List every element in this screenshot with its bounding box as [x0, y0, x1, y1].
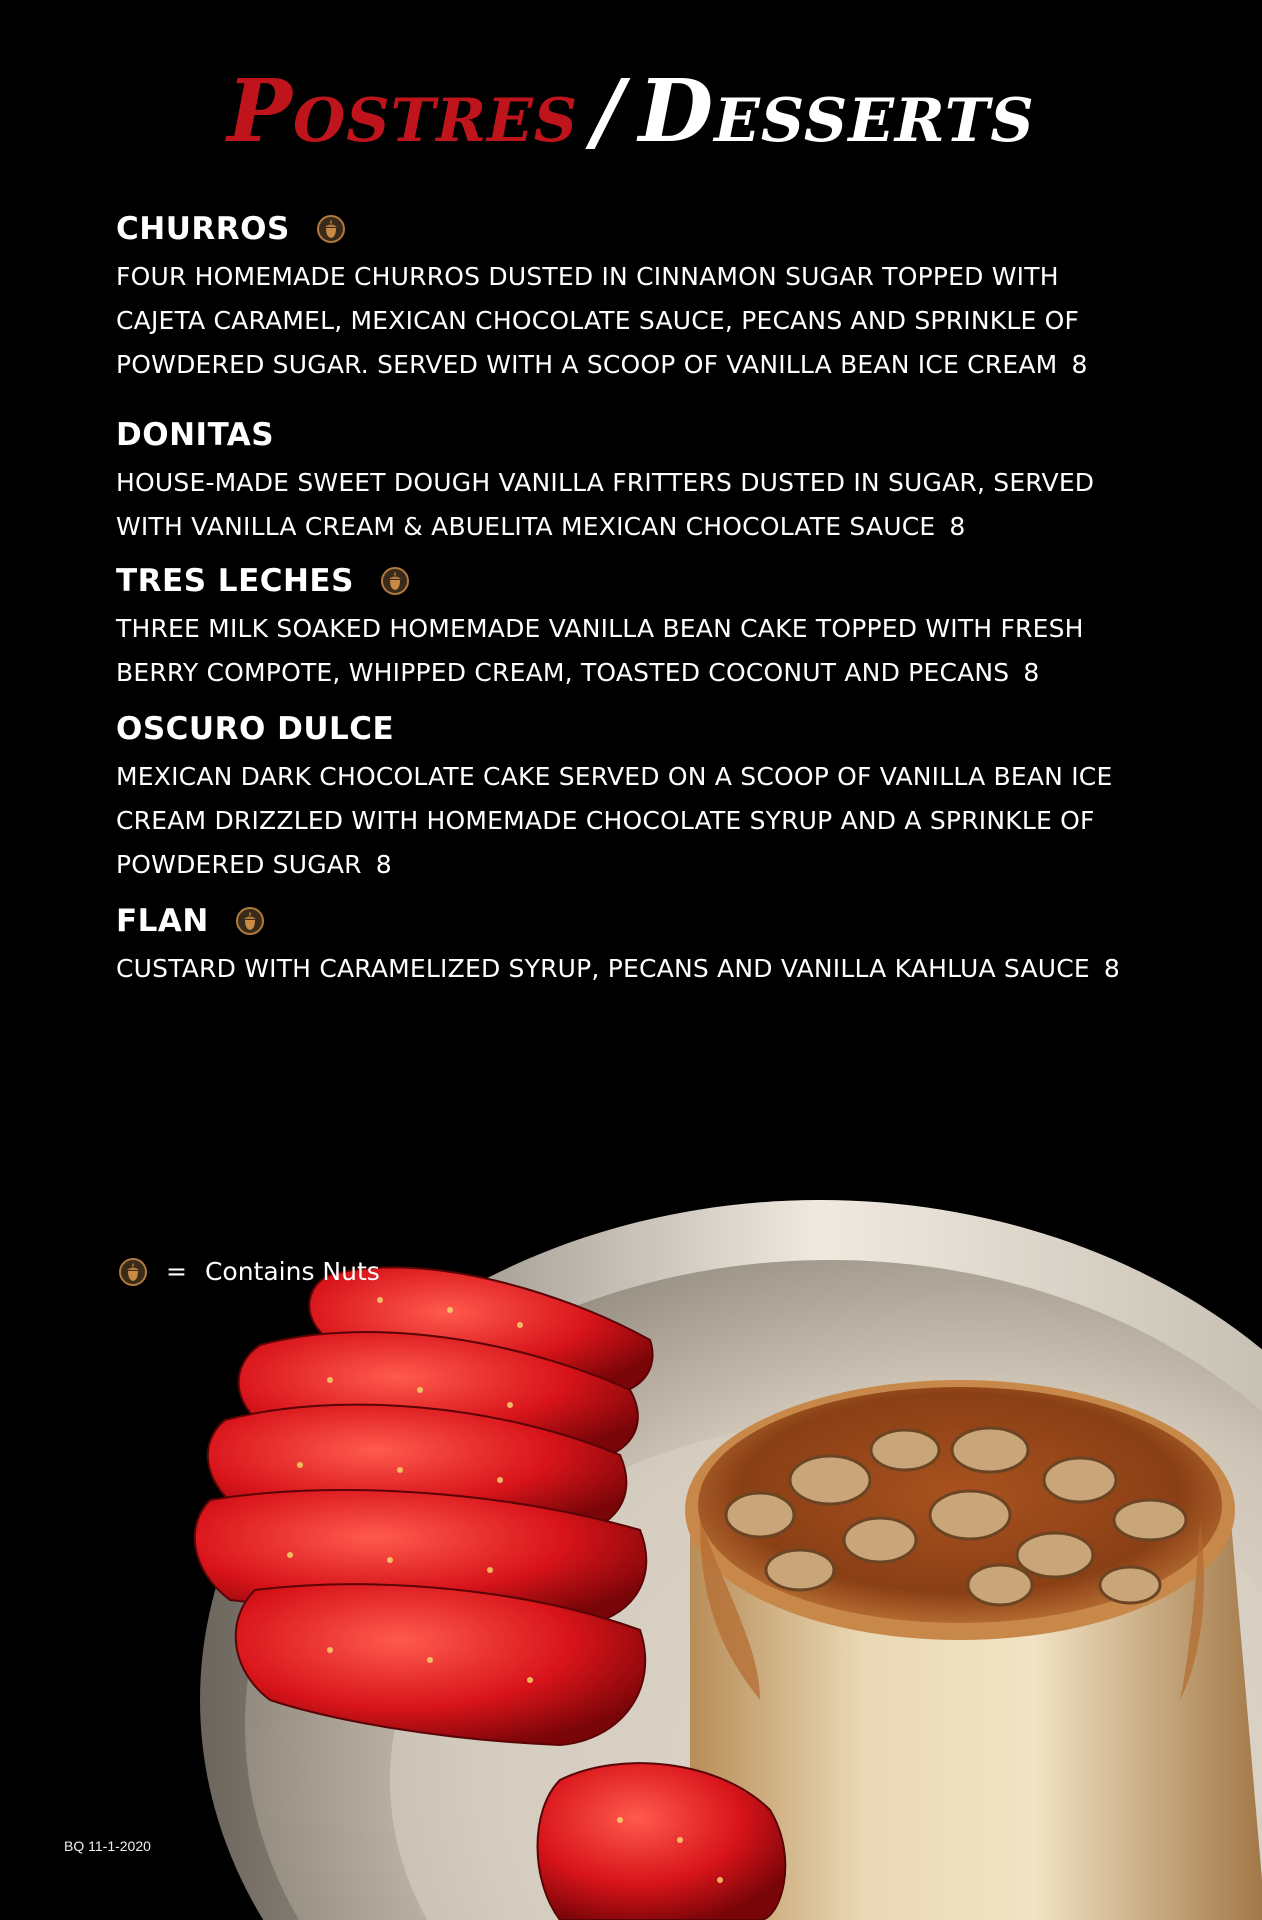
menu-item-name: CHURROS [116, 205, 1156, 253]
nuts-legend [118, 1252, 380, 1292]
title-english: Desserts [638, 61, 1035, 162]
title-separator: / [592, 61, 625, 162]
menu-item-oscuro-dulce [116, 705, 1156, 887]
menu-item-name: TRES LECHES [116, 557, 1156, 605]
menu-item-name: FLAN [116, 897, 1156, 945]
acorn-icon [380, 566, 410, 596]
acorn-icon [316, 214, 346, 244]
title-spanish: Postres [227, 61, 579, 162]
menu-item-price: 8 [1023, 658, 1040, 687]
menu-version-code: BQ 11-1-2020 [64, 1838, 151, 1854]
acorn-icon [118, 1257, 148, 1287]
menu-item-price: 8 [949, 512, 966, 541]
menu-item-name: DONITAS [116, 417, 275, 453]
page-title [0, 62, 1262, 162]
menu-item-description: MEXICAN DARK CHOCOLATE CAKE SERVED ON A SCOOP OF VANILLA BEAN ICE CREAM DRIZZLED WITH HOMEMADE CHOCOLATE SYRUP AND A SPRINKLE OF POWDERED SUGAR 8 [116, 762, 1113, 879]
menu-item-name: OSCURO DULCE [116, 711, 395, 747]
menu-item-description: HOUSE-MADE SWEET DOUGH VANILLA FRITTERS DUSTED IN SUGAR, SERVED WITH VANILLA CREAM & ABUELITA MEXICAN CHOCOLATE SAUCE 8 [116, 468, 1095, 541]
menu-item-tres-leches [116, 557, 1156, 695]
menu-item-description: FOUR HOMEMADE CHURROS DUSTED IN CINNAMON SUGAR TOPPED WITH CAJETA CARAMEL, MEXICAN CHOCOLATE SAUCE, PECANS AND SPRINKLE OF POWDERED SUGAR. SERVED WITH A SCOOP OF VANILLA BEAN ICE CREAM 8 [116, 262, 1088, 379]
menu-item-price: 8 [375, 850, 392, 879]
menu-item-flan [116, 897, 1156, 991]
acorn-icon [235, 906, 265, 936]
legend-label: Contains Nuts [204, 1257, 380, 1286]
dessert-menu [116, 205, 1156, 991]
menu-item-price: 8 [1071, 350, 1088, 379]
menu-item-description: THREE MILK SOAKED HOMEMADE VANILLA BEAN CAKE TOPPED WITH FRESH BERRY COMPOTE, WHIPPED CREAM, TOASTED COCONUT AND PECANS 8 [116, 614, 1084, 687]
menu-item-churros [116, 205, 1156, 387]
menu-item-donitas [116, 411, 1156, 549]
menu-item-description: CUSTARD WITH CARAMELIZED SYRUP, PECANS AND VANILLA KAHLUA SAUCE 8 [116, 954, 1121, 983]
legend-equals: = [166, 1257, 187, 1286]
menu-item-price: 8 [1103, 954, 1121, 983]
